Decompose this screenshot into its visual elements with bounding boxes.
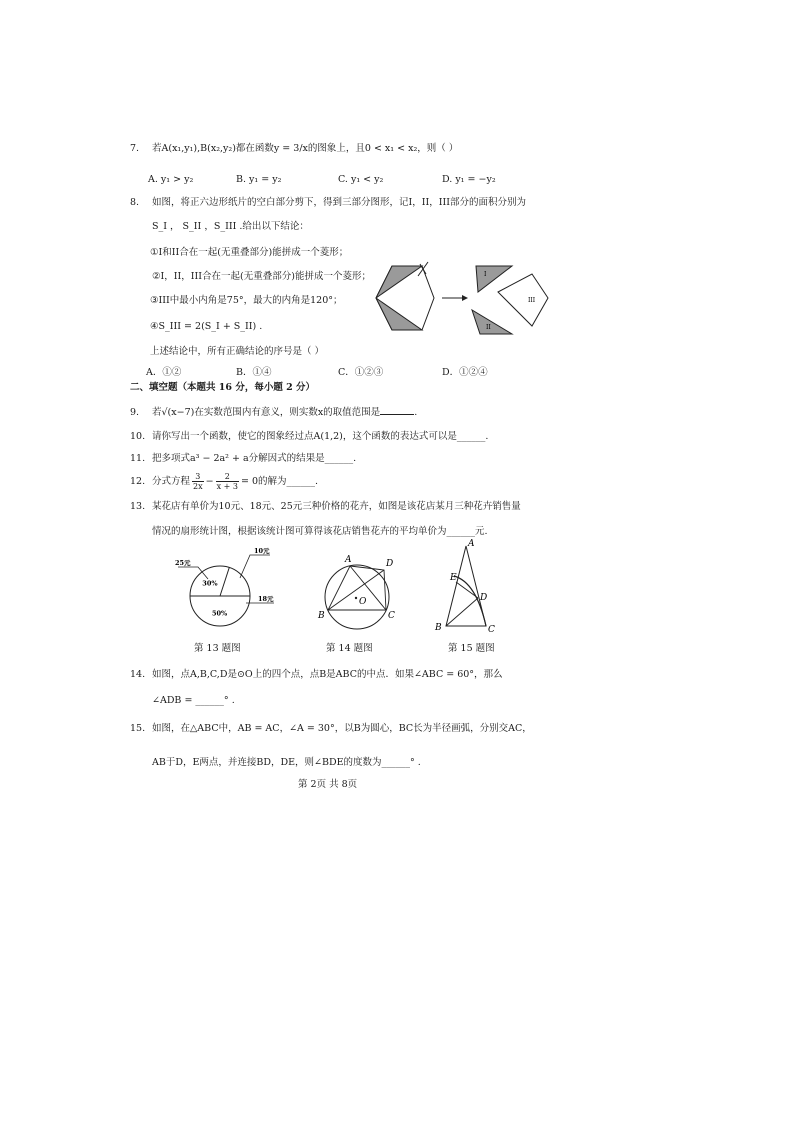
q13-pie-chart bbox=[170, 545, 320, 635]
q15-stem bbox=[130, 722, 532, 736]
center-o-dot bbox=[355, 597, 357, 599]
q8-hexagon-figure bbox=[372, 264, 552, 344]
q13-number: 13. bbox=[130, 501, 146, 512]
q9-answer-blank[interactable] bbox=[380, 404, 414, 415]
q14-line1: 如图，点A,B,C,D是⊙O上的四个点，点B是ABC的中点．如果∠ABC = 60°，那么 bbox=[152, 669, 503, 680]
q8-option-b: B．①④ bbox=[236, 367, 272, 378]
q7-option-a: A. y₁ > y₂ bbox=[148, 174, 194, 185]
q15-triangle-figure bbox=[430, 538, 520, 638]
q12-stem bbox=[130, 470, 318, 494]
label-o: O bbox=[359, 597, 367, 607]
q7-option-d: D. y₁ = −y₂ bbox=[442, 174, 496, 185]
q10-stem bbox=[130, 430, 488, 444]
label-c: C bbox=[488, 625, 495, 635]
q7-number: 7. bbox=[130, 143, 140, 154]
pie-category-10: 10元 bbox=[254, 547, 270, 555]
q8-conclusion-2: ②I，II，III合在一起(无重叠部分)能拼成一个菱形； bbox=[152, 271, 371, 282]
q8-option-c: C．①②③ bbox=[338, 367, 384, 378]
q14-circle-figure bbox=[312, 552, 422, 632]
pie-category-25: 25元 bbox=[175, 559, 191, 567]
q14-number: 14. bbox=[130, 669, 146, 680]
q11-text: 把多项式a³ − 2a² + a分解因式的结果是______. bbox=[152, 453, 357, 464]
q13-line1: 某花店有单价为10元、18元、25元三种价格的花卉，如图是该花店某月三种花卉销售量 bbox=[152, 501, 521, 512]
piece-III bbox=[498, 274, 548, 326]
caption-fig-14: 第 14 题图 bbox=[326, 643, 373, 654]
q12-f2-numerator: 2 bbox=[216, 472, 239, 482]
label-c: C bbox=[388, 611, 395, 621]
piece-II-label: II bbox=[486, 324, 491, 331]
q9-stem bbox=[130, 404, 417, 420]
q14-stem bbox=[130, 668, 503, 682]
label-b: B bbox=[318, 611, 325, 621]
q8-option-a: A．①② bbox=[146, 367, 182, 378]
label-b: B bbox=[435, 623, 442, 633]
q15-number: 15. bbox=[130, 723, 146, 734]
q7-text: 若A(x₁,y₁),B(x₂,y₂)都在函数y = 3/x的图象上，且0 < x₁ < x₂，则（ ） bbox=[152, 143, 459, 154]
q12-f1-numerator: 3 bbox=[192, 472, 204, 482]
arrow-head bbox=[462, 295, 468, 301]
label-d: D bbox=[480, 593, 488, 603]
q8-number: 8. bbox=[130, 197, 140, 208]
q8-conclusion-3: ③III中最小内角是75°，最大的内角是120°； bbox=[150, 295, 343, 306]
q8-line2: S_I ， S_II ，S_III .给出以下结论： bbox=[152, 221, 309, 232]
section-2-header: 二、填空题（本题共 16 分，每小题 2 分） bbox=[130, 382, 316, 393]
q9-number: 9. bbox=[130, 407, 140, 418]
q10-text: 请你写出一个函数，使它的图象经过点A(1,2)，这个函数的表达式可以是______. bbox=[152, 431, 489, 442]
pie-percent-label-10: 30% bbox=[202, 579, 218, 588]
q12-number: 12. bbox=[130, 476, 146, 487]
q12-fraction-2 bbox=[216, 472, 239, 491]
q9-text: 若√(x−7)在实数范围内有意义，则实数x的取值范围是 bbox=[152, 407, 381, 418]
q13-line2: 情况的扇形统计图，根据该统计图可算得该花店销售花卉的平均单价为______元. bbox=[152, 526, 488, 537]
q15-line2: AB于D，E两点，并连接BD，DE，则∠BDE的度数为______° . bbox=[152, 757, 421, 768]
q8-stem bbox=[130, 196, 526, 210]
q10-number: 10. bbox=[130, 431, 146, 442]
label-a: A bbox=[345, 555, 352, 565]
q12-pre: 分式方程 bbox=[152, 476, 191, 487]
q8-line1: 如图，将正六边形纸片的空白部分剪下，得到三部分图形，记I，II，III部分的面积分别为 bbox=[152, 197, 527, 208]
piece-III-label: III bbox=[528, 297, 536, 304]
label-e: E bbox=[450, 573, 457, 583]
q9-end: . bbox=[414, 407, 418, 418]
q7-stem bbox=[130, 142, 458, 156]
q7-option-b: B. y₁ = y₂ bbox=[236, 174, 282, 185]
q12-f1-denominator: 2x bbox=[193, 482, 203, 491]
q14-line2: ∠ADB = ______° . bbox=[152, 695, 235, 706]
q7-option-c: C. y₁ < y₂ bbox=[338, 174, 384, 185]
q12-fraction-1 bbox=[192, 472, 204, 491]
caption-fig-15: 第 15 题图 bbox=[448, 643, 495, 654]
q12-minus: − bbox=[205, 476, 214, 487]
pie-category-18: 18元 bbox=[258, 595, 274, 603]
label-d: D bbox=[386, 559, 394, 569]
q11-stem bbox=[130, 452, 356, 466]
q8-option-d: D．①②④ bbox=[442, 367, 488, 378]
piece-II bbox=[472, 310, 512, 334]
q13-stem bbox=[130, 500, 521, 514]
leader-10 bbox=[240, 555, 270, 578]
triangle-abc bbox=[446, 546, 486, 626]
pie-percent-label-18: 50% bbox=[212, 609, 228, 618]
segment-bd bbox=[446, 598, 478, 626]
q8-ask: 上述结论中，所有正确结论的序号是（ ） bbox=[150, 346, 325, 357]
q15-line1: 如图，在△ABC中，AB = AC，∠A = 30°，以B为圆心，BC长为半径画弧，分别交AC， bbox=[152, 723, 532, 734]
chord-bd bbox=[328, 570, 384, 610]
piece-I-label: I bbox=[484, 271, 487, 278]
q11-number: 11. bbox=[130, 453, 146, 464]
page-footer: 第 2页 共 8页 bbox=[298, 779, 358, 790]
q8-conclusion-1: ①I和II合在一起(无重叠部分)能拼成一个菱形； bbox=[150, 247, 349, 258]
q12-f2-denominator: x + 3 bbox=[216, 482, 238, 491]
caption-fig-13: 第 13 题图 bbox=[194, 643, 241, 654]
q8-conclusion-4: ④S_III = 2(S_I + S_II) . bbox=[150, 321, 263, 332]
q12-post: = 0的解为______. bbox=[240, 476, 319, 487]
label-a: A bbox=[468, 539, 475, 549]
